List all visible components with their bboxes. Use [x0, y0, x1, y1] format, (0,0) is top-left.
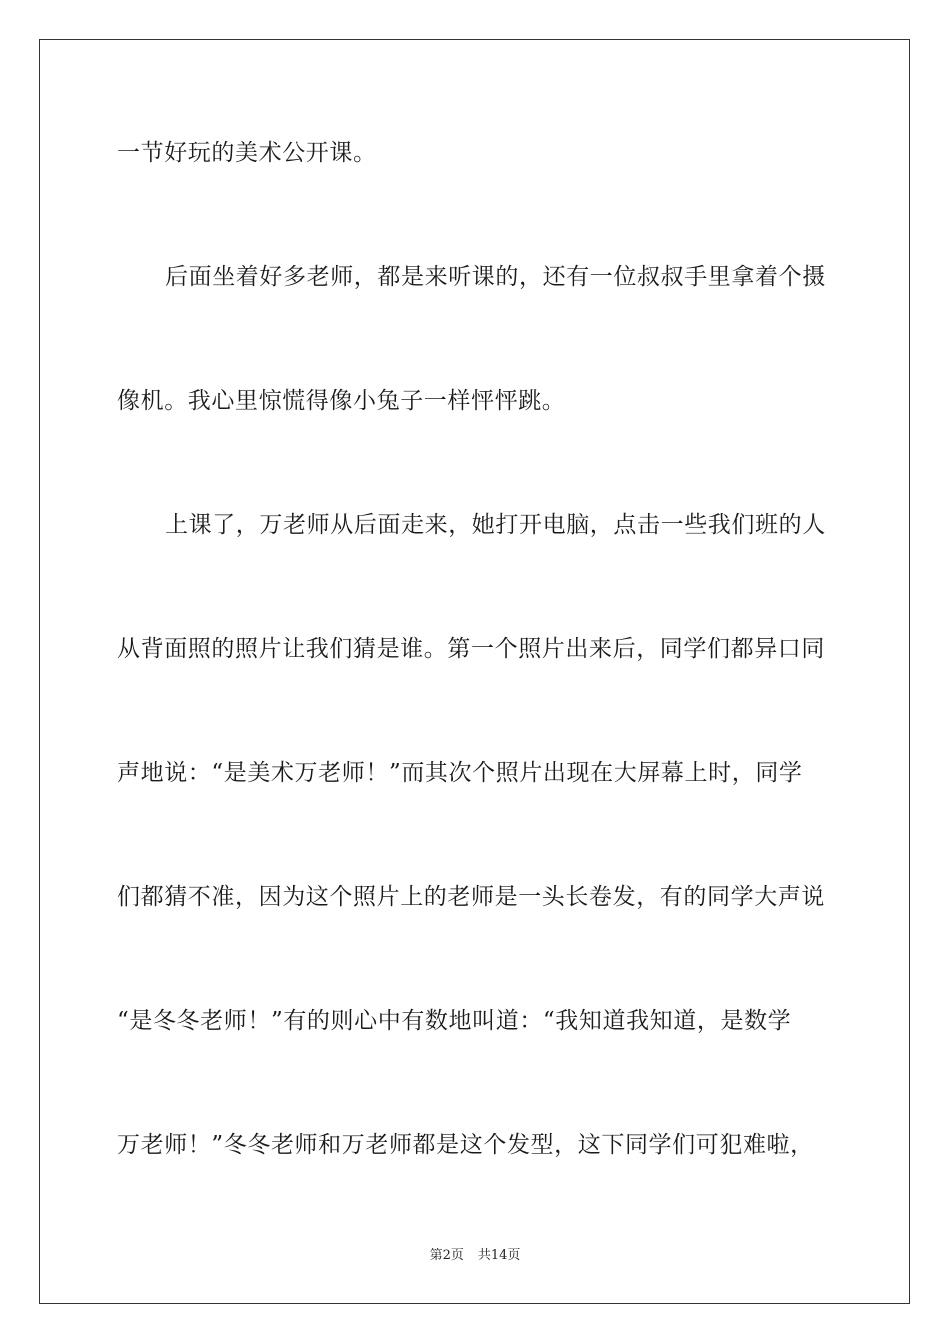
- text-line-2: 后面坐着好多老师，都是来听课的，还有一位叔叔手里拿着个摄: [165, 264, 826, 290]
- text-line-9: 万老师！”冬冬老师和万老师都是这个发型，这下同学们可犯难啦，: [117, 1132, 814, 1158]
- text-line-5: 从背面照的照片让我们猜是谁。第一个照片出来后，同学们都异口同: [117, 636, 825, 662]
- page-total: 共14页: [477, 1248, 521, 1263]
- text-line-4: 上课了，万老师从后面走来，她打开电脑，点击一些我们班的人: [165, 512, 826, 538]
- text-line-7: 们都猜不准，因为这个照片上的老师是一头长卷发，有的同学大声说: [117, 884, 825, 910]
- text-line-3: 像机。我心里惊慌得像小兔子一样怦怦跳。: [117, 388, 566, 414]
- text-line-1: 一节好玩的美术公开课。: [117, 140, 377, 166]
- page-border: [39, 39, 910, 1304]
- page-footer: [0, 1248, 950, 1264]
- text-line-6: 声地说：“是美术万老师！”而其次个照片出现在大屏幕上时，同学: [117, 760, 803, 786]
- text-line-8: “是冬冬老师！”有的则心中有数地叫道：“我知道我知道，是数学: [117, 1008, 792, 1034]
- page-number: 第2页: [429, 1248, 464, 1263]
